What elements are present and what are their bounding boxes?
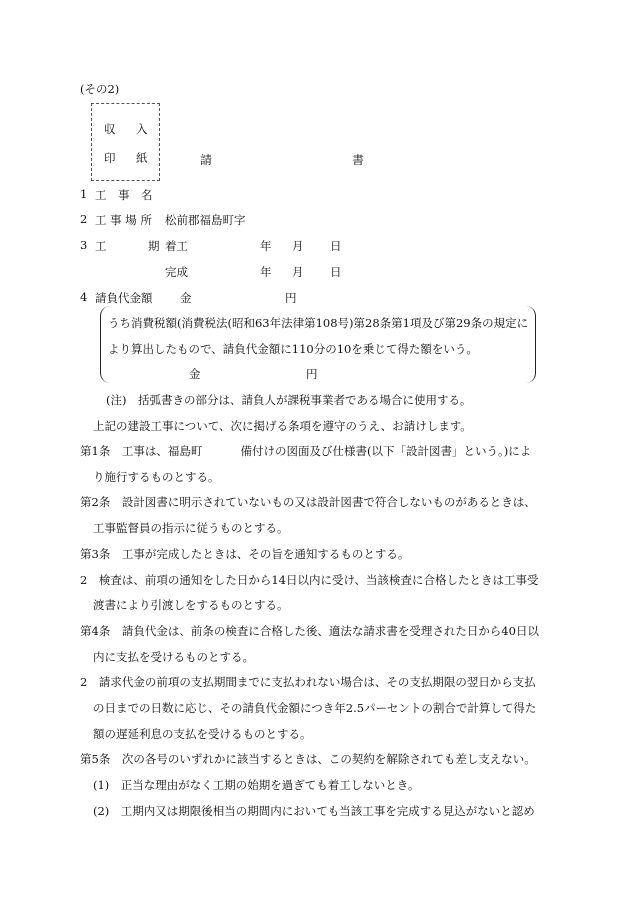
article-line: 第5条 次の各号のいずれかに該当するときは、この契約を解除されても差し支えない。: [80, 752, 536, 766]
field-number: 1: [80, 187, 88, 201]
field-number: 4: [80, 290, 88, 304]
field-value-work-place: 松前郡福島町字: [165, 213, 246, 227]
tax-amount-en: 円: [306, 367, 318, 381]
field-label-work-place: 工 事 場 所: [95, 213, 152, 227]
stamp-char: 入: [136, 122, 148, 136]
year-unit: 年: [260, 265, 272, 279]
field-label-work-name: 工 事 名: [95, 188, 153, 202]
day-unit: 日: [330, 239, 342, 253]
field-label-contract-amount: 請負代金額: [95, 291, 153, 305]
field-number: 2: [80, 212, 88, 226]
year-unit: 年: [260, 239, 272, 253]
tax-text-line: うち消費税額(消費税法(昭和63年法律第108号)第28条第1項及び第29条の規定に: [108, 316, 529, 330]
month-unit: 月: [292, 239, 304, 253]
article-line: 第3条 工事が完成したときは、その旨を通知するものとする。: [80, 547, 410, 561]
article-line: 第1条 工事は、福島町 備付けの図面及び仕様書(以下「設計図書」という。)によ: [80, 444, 532, 458]
article-line: 第4条 請負代金は、前条の検査に合格した後、適法な請求書を受理された日から40日以: [80, 624, 539, 638]
amount-en: 円: [285, 291, 297, 305]
tax-text-line: より算出したもので、請負代金額に110分の10を乗じて得た額をいう。: [108, 342, 478, 356]
note-text: (注) 括弧書きの部分は、請負人が課税事業者である場合に使用する。: [106, 393, 472, 407]
article-line: り施行するものとする。: [93, 470, 220, 484]
period-start-label: 着工: [165, 239, 188, 253]
intro-text: 上記の建設工事について、次に掲げる条項を遵守のうえ、お請けします。: [93, 419, 472, 433]
amount-kin: 金: [180, 291, 192, 305]
revenue-stamp-box: [91, 103, 160, 181]
article-line: の日までの日数に応じ、その請負代金額につき年2.5パーセントの割合で計算して得た: [93, 701, 537, 715]
form-number: (その2): [80, 82, 120, 96]
day-unit: 日: [330, 265, 342, 279]
document-title-part1: 請: [200, 153, 213, 167]
tax-amount-kin: 金: [189, 367, 201, 381]
article-line: 額の遅延利息の支払を受けるものとする。: [93, 727, 312, 741]
period-end-label: 完成: [165, 265, 188, 279]
article-line: 内に支払を受けるものとする。: [93, 650, 254, 664]
field-label-period-b: 期: [148, 239, 160, 253]
stamp-char: 収: [104, 122, 116, 136]
article-line: 渡書により引渡しをするものとする。: [93, 598, 289, 612]
article-line: (1) 正当な理由がなく工期の始期を過ぎても着工しないとき。: [93, 778, 420, 792]
article-line: 2 検査は、前項の通知をした日から14日以内に受け、当該検査に合格したときは工事受: [80, 573, 539, 587]
article-line: 第2条 設計図書に明示されていないもの又は設計図書で符合しないものがあるときは、: [80, 495, 536, 509]
stamp-char: 紙: [136, 151, 148, 165]
article-line: 2 請求代金の前項の支払期間までに支払われない場合は、その支払期限の翌日から支払: [80, 675, 536, 689]
article-line: (2) 工期内又は期限後相当の期間内においても当該工事を完成する見込がないと認め: [93, 804, 535, 818]
field-number: 3: [80, 238, 88, 252]
month-unit: 月: [292, 265, 304, 279]
field-label-period-a: 工: [95, 239, 107, 253]
document-title-part2: 書: [352, 153, 365, 167]
stamp-char: 印: [104, 151, 116, 165]
article-line: 工事監督員の指示に従うものとする。: [93, 521, 289, 535]
